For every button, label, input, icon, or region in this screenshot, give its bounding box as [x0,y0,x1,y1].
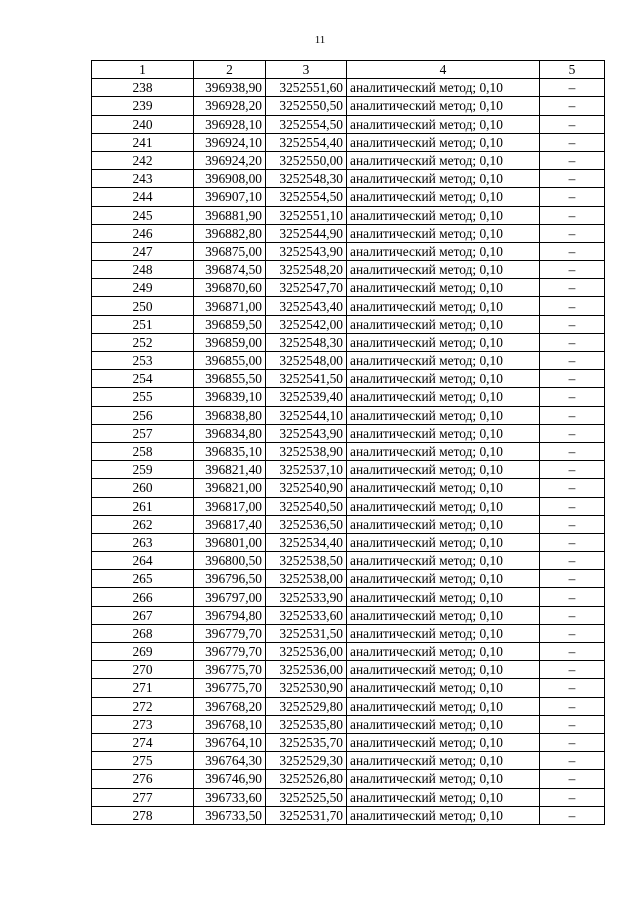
table-row [92,97,605,115]
point-number-cell: 256 [92,406,194,424]
y-coordinate-cell: 3252542,00 [266,315,347,333]
description-cell: – [540,170,605,188]
x-coordinate-cell: 396821,40 [194,461,266,479]
point-number-cell: 265 [92,570,194,588]
description-cell: – [540,715,605,733]
point-number-cell: 261 [92,497,194,515]
description-cell: – [540,370,605,388]
x-coordinate-cell: 396764,10 [194,733,266,751]
point-number-cell: 267 [92,606,194,624]
description-cell: – [540,297,605,315]
table-row [92,388,605,406]
method-cell: аналитический метод; 0,10 [347,333,540,351]
x-coordinate-cell: 396859,00 [194,333,266,351]
method-cell: аналитический метод; 0,10 [347,115,540,133]
table-row [92,352,605,370]
x-coordinate-cell: 396775,70 [194,679,266,697]
method-cell: аналитический метод; 0,10 [347,242,540,260]
method-cell: аналитический метод; 0,10 [347,133,540,151]
description-cell: – [540,279,605,297]
point-number-cell: 257 [92,424,194,442]
method-cell: аналитический метод; 0,10 [347,479,540,497]
x-coordinate-cell: 396764,30 [194,752,266,770]
y-coordinate-cell: 3252533,90 [266,588,347,606]
method-cell: аналитический метод; 0,10 [347,388,540,406]
point-number-cell: 247 [92,242,194,260]
table-row [92,770,605,788]
method-cell: аналитический метод; 0,10 [347,570,540,588]
table-row [92,424,605,442]
point-number-cell: 276 [92,770,194,788]
point-number-cell: 259 [92,461,194,479]
point-number-cell: 248 [92,261,194,279]
table-row [92,133,605,151]
method-cell: аналитический метод; 0,10 [347,770,540,788]
method-cell: аналитический метод; 0,10 [347,552,540,570]
point-number-cell: 270 [92,661,194,679]
point-number-cell: 269 [92,643,194,661]
table-row [92,79,605,97]
method-cell: аналитический метод; 0,10 [347,315,540,333]
y-coordinate-cell: 3252533,60 [266,606,347,624]
point-number-cell: 244 [92,188,194,206]
x-coordinate-cell: 396779,70 [194,624,266,642]
description-cell: – [540,388,605,406]
point-number-cell: 263 [92,533,194,551]
table-row [92,206,605,224]
table-row [92,643,605,661]
description-cell: – [540,570,605,588]
y-coordinate-cell: 3252530,90 [266,679,347,697]
description-cell: – [540,352,605,370]
y-coordinate-cell: 3252554,40 [266,133,347,151]
method-cell: аналитический метод; 0,10 [347,170,540,188]
y-coordinate-cell: 3252536,00 [266,661,347,679]
y-coordinate-cell: 3252543,90 [266,242,347,260]
y-coordinate-cell: 3252536,50 [266,515,347,533]
description-cell: – [540,624,605,642]
method-cell: аналитический метод; 0,10 [347,206,540,224]
description-cell: – [540,515,605,533]
point-number-cell: 245 [92,206,194,224]
description-cell: – [540,115,605,133]
description-cell: – [540,533,605,551]
y-coordinate-cell: 3252525,50 [266,788,347,806]
point-number-cell: 246 [92,224,194,242]
table-row [92,170,605,188]
y-coordinate-cell: 3252535,70 [266,733,347,751]
table-row [92,661,605,679]
table-row [92,315,605,333]
table-row [92,806,605,824]
x-coordinate-cell: 396775,70 [194,661,266,679]
y-coordinate-cell: 3252554,50 [266,115,347,133]
x-coordinate-cell: 396881,90 [194,206,266,224]
description-cell: – [540,406,605,424]
y-coordinate-cell: 3252531,50 [266,624,347,642]
description-cell: – [540,733,605,751]
table-row [92,115,605,133]
y-coordinate-cell: 3252548,20 [266,261,347,279]
point-number-cell: 242 [92,151,194,169]
point-number-cell: 266 [92,588,194,606]
y-coordinate-cell: 3252538,00 [266,570,347,588]
method-cell: аналитический метод; 0,10 [347,188,540,206]
method-cell: аналитический метод; 0,10 [347,806,540,824]
table-row [92,497,605,515]
description-cell: – [540,588,605,606]
description-cell: – [540,79,605,97]
x-coordinate-cell: 396924,10 [194,133,266,151]
point-number-cell: 253 [92,352,194,370]
y-coordinate-cell: 3252529,80 [266,697,347,715]
description-cell: – [540,479,605,497]
point-number-cell: 271 [92,679,194,697]
method-cell: аналитический метод; 0,10 [347,533,540,551]
y-coordinate-cell: 3252551,60 [266,79,347,97]
description-cell: – [540,315,605,333]
description-cell: – [540,224,605,242]
point-number-cell: 268 [92,624,194,642]
description-cell: – [540,497,605,515]
table-row [92,242,605,260]
method-cell: аналитический метод; 0,10 [347,606,540,624]
point-number-cell: 274 [92,733,194,751]
point-number-cell: 275 [92,752,194,770]
method-cell: аналитический метод; 0,10 [347,352,540,370]
x-coordinate-cell: 396733,50 [194,806,266,824]
table-row [92,442,605,460]
point-number-cell: 251 [92,315,194,333]
y-coordinate-cell: 3252554,50 [266,188,347,206]
point-number-cell: 241 [92,133,194,151]
description-cell: – [540,133,605,151]
y-coordinate-cell: 3252535,80 [266,715,347,733]
method-cell: аналитический метод; 0,10 [347,370,540,388]
x-coordinate-cell: 396733,60 [194,788,266,806]
x-coordinate-cell: 396882,80 [194,224,266,242]
method-cell: аналитический метод; 0,10 [347,643,540,661]
x-coordinate-cell: 396796,50 [194,570,266,588]
point-number-cell: 238 [92,79,194,97]
x-coordinate-cell: 396801,00 [194,533,266,551]
y-coordinate-cell: 3252550,00 [266,151,347,169]
method-cell: аналитический метод; 0,10 [347,279,540,297]
description-cell: – [540,97,605,115]
table-row [92,733,605,751]
point-number-cell: 258 [92,442,194,460]
table-row [92,752,605,770]
description-cell: – [540,461,605,479]
method-cell: аналитический метод; 0,10 [347,261,540,279]
x-coordinate-cell: 396835,10 [194,442,266,460]
point-number-cell: 264 [92,552,194,570]
point-number-cell: 273 [92,715,194,733]
point-number-cell: 243 [92,170,194,188]
method-cell: аналитический метод; 0,10 [347,788,540,806]
description-cell: – [540,661,605,679]
column-header: 2 [194,61,266,79]
y-coordinate-cell: 3252526,80 [266,770,347,788]
table-header-row [92,61,605,79]
method-cell: аналитический метод; 0,10 [347,697,540,715]
column-header: 3 [266,61,347,79]
point-number-cell: 278 [92,806,194,824]
x-coordinate-cell: 396875,00 [194,242,266,260]
method-cell: аналитический метод; 0,10 [347,151,540,169]
y-coordinate-cell: 3252544,10 [266,406,347,424]
y-coordinate-cell: 3252541,50 [266,370,347,388]
description-cell: – [540,679,605,697]
description-cell: – [540,752,605,770]
description-cell: – [540,697,605,715]
y-coordinate-cell: 3252540,90 [266,479,347,497]
method-cell: аналитический метод; 0,10 [347,588,540,606]
x-coordinate-cell: 396834,80 [194,424,266,442]
table-row [92,788,605,806]
table-row [92,624,605,642]
x-coordinate-cell: 396768,10 [194,715,266,733]
method-cell: аналитический метод; 0,10 [347,461,540,479]
x-coordinate-cell: 396859,50 [194,315,266,333]
x-coordinate-cell: 396817,40 [194,515,266,533]
y-coordinate-cell: 3252544,90 [266,224,347,242]
table-row [92,224,605,242]
y-coordinate-cell: 3252538,90 [266,442,347,460]
description-cell: – [540,806,605,824]
description-cell: – [540,424,605,442]
y-coordinate-cell: 3252538,50 [266,552,347,570]
x-coordinate-cell: 396839,10 [194,388,266,406]
x-coordinate-cell: 396928,20 [194,97,266,115]
x-coordinate-cell: 396746,90 [194,770,266,788]
table-row [92,261,605,279]
x-coordinate-cell: 396800,50 [194,552,266,570]
x-coordinate-cell: 396870,60 [194,279,266,297]
table-row [92,188,605,206]
x-coordinate-cell: 396855,00 [194,352,266,370]
table-row [92,151,605,169]
method-cell: аналитический метод; 0,10 [347,679,540,697]
x-coordinate-cell: 396924,20 [194,151,266,169]
description-cell: – [540,333,605,351]
table-row [92,679,605,697]
y-coordinate-cell: 3252543,40 [266,297,347,315]
description-cell: – [540,552,605,570]
description-cell: – [540,643,605,661]
x-coordinate-cell: 396907,10 [194,188,266,206]
point-number-cell: 254 [92,370,194,388]
y-coordinate-cell: 3252548,00 [266,352,347,370]
x-coordinate-cell: 396874,50 [194,261,266,279]
description-cell: – [540,242,605,260]
table-row [92,715,605,733]
description-cell: – [540,770,605,788]
y-coordinate-cell: 3252548,30 [266,333,347,351]
table-row [92,697,605,715]
column-header: 5 [540,61,605,79]
y-coordinate-cell: 3252539,40 [266,388,347,406]
column-header: 4 [347,61,540,79]
table-row [92,570,605,588]
method-cell: аналитический метод; 0,10 [347,297,540,315]
method-cell: аналитический метод; 0,10 [347,515,540,533]
table-row [92,588,605,606]
x-coordinate-cell: 396768,20 [194,697,266,715]
point-number-cell: 255 [92,388,194,406]
method-cell: аналитический метод; 0,10 [347,715,540,733]
x-coordinate-cell: 396908,00 [194,170,266,188]
table-row [92,552,605,570]
point-number-cell: 240 [92,115,194,133]
point-number-cell: 239 [92,97,194,115]
table-row [92,479,605,497]
table-row [92,515,605,533]
point-number-cell: 250 [92,297,194,315]
table-row [92,297,605,315]
page-number: 11 [314,34,326,46]
description-cell: – [540,442,605,460]
table-row [92,333,605,351]
method-cell: аналитический метод; 0,10 [347,624,540,642]
description-cell: – [540,606,605,624]
table-row [92,406,605,424]
table-row [92,533,605,551]
point-number-cell: 249 [92,279,194,297]
table-body [92,79,605,825]
method-cell: аналитический метод; 0,10 [347,661,540,679]
table-row [92,370,605,388]
y-coordinate-cell: 3252534,40 [266,533,347,551]
y-coordinate-cell: 3252529,30 [266,752,347,770]
table-row [92,279,605,297]
method-cell: аналитический метод; 0,10 [347,97,540,115]
point-number-cell: 260 [92,479,194,497]
point-number-cell: 277 [92,788,194,806]
point-number-cell: 262 [92,515,194,533]
y-coordinate-cell: 3252537,10 [266,461,347,479]
table-row [92,461,605,479]
y-coordinate-cell: 3252551,10 [266,206,347,224]
description-cell: – [540,788,605,806]
x-coordinate-cell: 396821,00 [194,479,266,497]
description-cell: – [540,188,605,206]
method-cell: аналитический метод; 0,10 [347,442,540,460]
column-header: 1 [92,61,194,79]
y-coordinate-cell: 3252547,70 [266,279,347,297]
x-coordinate-cell: 396838,80 [194,406,266,424]
method-cell: аналитический метод; 0,10 [347,224,540,242]
y-coordinate-cell: 3252531,70 [266,806,347,824]
y-coordinate-cell: 3252543,90 [266,424,347,442]
y-coordinate-cell: 3252536,00 [266,643,347,661]
method-cell: аналитический метод; 0,10 [347,733,540,751]
x-coordinate-cell: 396928,10 [194,115,266,133]
x-coordinate-cell: 396855,50 [194,370,266,388]
x-coordinate-cell: 396779,70 [194,643,266,661]
table-row [92,606,605,624]
method-cell: аналитический метод; 0,10 [347,497,540,515]
x-coordinate-cell: 396871,00 [194,297,266,315]
y-coordinate-cell: 3252550,50 [266,97,347,115]
point-number-cell: 272 [92,697,194,715]
x-coordinate-cell: 396797,00 [194,588,266,606]
point-number-cell: 252 [92,333,194,351]
x-coordinate-cell: 396938,90 [194,79,266,97]
description-cell: – [540,261,605,279]
method-cell: аналитический метод; 0,10 [347,79,540,97]
x-coordinate-cell: 396817,00 [194,497,266,515]
method-cell: аналитический метод; 0,10 [347,424,540,442]
y-coordinate-cell: 3252548,30 [266,170,347,188]
y-coordinate-cell: 3252540,50 [266,497,347,515]
method-cell: аналитический метод; 0,10 [347,406,540,424]
x-coordinate-cell: 396794,80 [194,606,266,624]
description-cell: – [540,151,605,169]
coordinates-table [91,60,605,825]
method-cell: аналитический метод; 0,10 [347,752,540,770]
description-cell: – [540,206,605,224]
